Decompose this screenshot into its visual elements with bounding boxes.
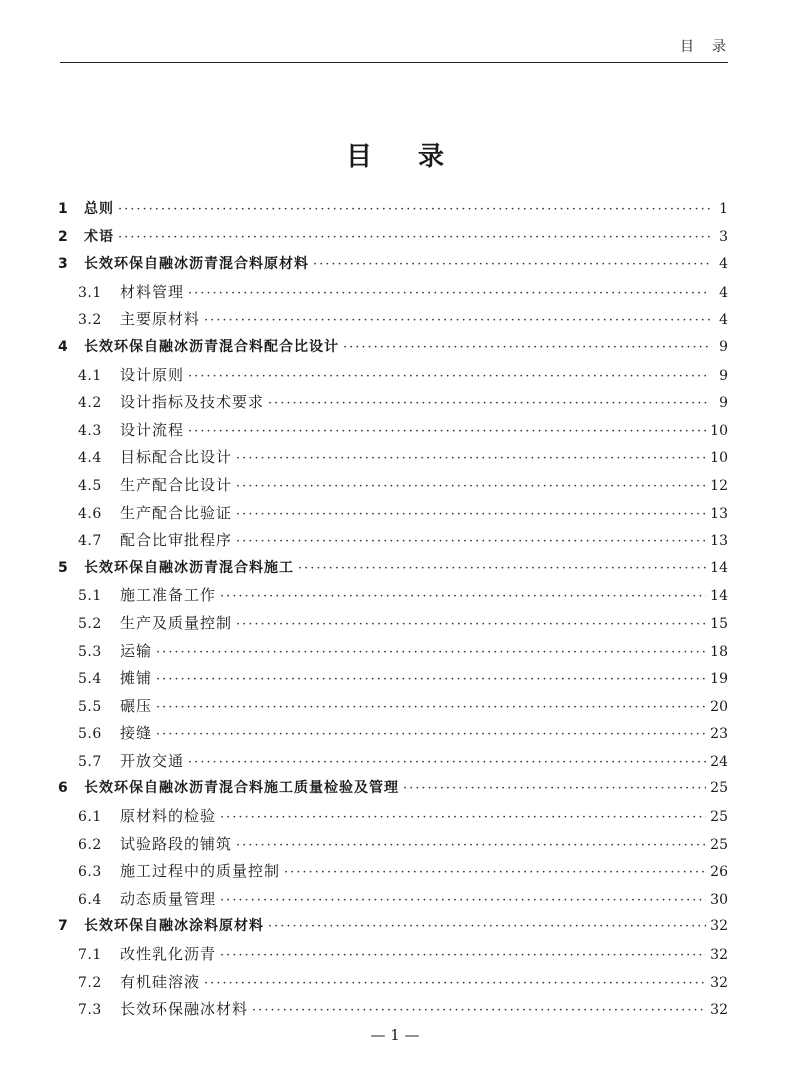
- toc-entry-number: 4.1: [78, 367, 102, 384]
- toc-dot-leader: [403, 775, 706, 803]
- toc-entry-number: 5.5: [78, 698, 102, 715]
- toc-entry-number: 6.3: [78, 864, 102, 881]
- toc-dot-leader: [268, 913, 706, 941]
- toc-dot-leader: [236, 832, 706, 860]
- toc-entry-number: 7.1: [78, 947, 102, 964]
- toc-chapter-entry[interactable]: [58, 913, 728, 941]
- toc-entry-number: 6.2: [78, 836, 102, 853]
- toc-entry-page: 25: [710, 780, 728, 797]
- page-title: 目录: [345, 142, 490, 172]
- toc-entry-title: 碾压: [120, 696, 153, 715]
- toc-entry-page: 19: [710, 671, 728, 688]
- toc-entry-number: 4.7: [78, 533, 102, 550]
- toc-entry-number: 6.4: [78, 891, 102, 908]
- toc-entry-page: 25: [710, 809, 728, 826]
- toc-entry-title: 主要原材料: [120, 310, 201, 329]
- toc-section-entry[interactable]: [58, 279, 728, 307]
- toc-entry-title: 设计指标及技术要求: [120, 393, 265, 412]
- toc-entry-number: 1: [58, 201, 68, 217]
- toc-chapter-entry[interactable]: [58, 251, 728, 279]
- toc-section-entry[interactable]: [58, 858, 728, 886]
- toc-entry-page: 26: [710, 864, 728, 881]
- toc-dot-leader: [220, 583, 706, 611]
- toc-entry-number: 3.1: [78, 284, 102, 301]
- toc-entry-title: 接缝: [120, 724, 153, 743]
- toc-entry-title: 设计流程: [120, 420, 185, 439]
- toc-entry-title: 配合比审批程序: [120, 531, 233, 550]
- toc-entry-title: 长效环保自融冰沥青混合料配合比设计: [84, 338, 339, 355]
- toc-entry-number: 4.4: [78, 450, 102, 467]
- toc-entry-number: 4.5: [78, 477, 102, 494]
- toc-section-entry[interactable]: [58, 417, 728, 445]
- toc-section-entry[interactable]: [58, 941, 728, 969]
- toc-entry-page: 14: [710, 559, 728, 576]
- toc-dot-leader: [252, 997, 706, 1025]
- toc-entry-title: 设计原则: [120, 365, 185, 384]
- toc-entry-title: 长效环保自融冰沥青混合料施工: [84, 559, 294, 576]
- toc-dot-leader: [204, 307, 710, 335]
- toc-section-entry[interactable]: [58, 610, 728, 638]
- toc-entry-page: 32: [710, 974, 728, 991]
- toc-entry-page: 13: [710, 533, 728, 550]
- toc-chapter-entry[interactable]: [58, 775, 728, 803]
- toc-entry-number: 5.4: [78, 671, 102, 688]
- toc-dot-leader: [118, 196, 710, 224]
- toc-section-entry[interactable]: [58, 693, 728, 721]
- toc-dot-leader: [236, 473, 706, 501]
- running-header-title: 目录: [680, 39, 744, 55]
- toc-entry-number: 3.2: [78, 312, 102, 329]
- toc-entry-title: 长效环保自融冰涂料原材料: [84, 918, 264, 935]
- toc-dot-leader: [343, 334, 710, 362]
- toc-entry-page: 3: [719, 228, 728, 245]
- toc-entry-page: 30: [710, 891, 728, 908]
- toc-entry-page: 4: [719, 256, 728, 273]
- toc-entry-title: 目标配合比设计: [120, 448, 233, 467]
- toc-entry-number: 3: [58, 256, 68, 273]
- toc-entry-number: 4.3: [78, 422, 102, 439]
- toc-entry-title: 开放交通: [120, 751, 185, 770]
- toc-dot-leader: [156, 721, 706, 749]
- toc-dot-leader: [188, 280, 710, 308]
- toc-entry-number: 5.3: [78, 643, 102, 660]
- toc-entry-title: 长效环保自融冰沥青混合料施工质量检验及管理: [84, 780, 399, 797]
- toc-dot-leader: [284, 859, 706, 887]
- toc-section-entry[interactable]: [58, 306, 728, 334]
- toc-section-entry[interactable]: [58, 362, 728, 390]
- toc-dot-leader: [118, 224, 710, 252]
- toc-entry-number: 7.2: [78, 974, 102, 991]
- toc-entry-number: 6.1: [78, 809, 102, 826]
- toc-dot-leader: [236, 445, 706, 473]
- toc-entry-page: 10: [710, 450, 728, 467]
- toc-chapter-entry[interactable]: [58, 224, 728, 252]
- toc-section-entry[interactable]: [58, 389, 728, 417]
- toc-entry-number: 2: [58, 228, 68, 245]
- running-header: [0, 0, 790, 70]
- toc-entry-title: 材料管理: [120, 282, 185, 301]
- toc-chapter-entry[interactable]: [58, 196, 728, 224]
- toc-entry-number: 5: [58, 559, 68, 576]
- toc-entry-page: 20: [710, 698, 728, 715]
- toc-entry-title: 原材料的检验: [120, 807, 217, 826]
- toc-entry-number: 4.6: [78, 505, 102, 522]
- toc-section-entry[interactable]: [58, 527, 728, 555]
- toc-dot-leader: [220, 887, 706, 915]
- toc-entry-title: 施工准备工作: [120, 586, 217, 605]
- toc-entry-page: 15: [710, 615, 728, 632]
- toc-dot-leader: [236, 528, 706, 556]
- table-of-contents: [58, 196, 728, 1024]
- toc-entry-page: 14: [710, 588, 728, 605]
- toc-dot-leader: [236, 501, 706, 529]
- toc-entry-number: 5.6: [78, 726, 102, 743]
- toc-entry-title: 总则: [84, 201, 114, 217]
- toc-entry-page: 4: [719, 312, 728, 329]
- toc-entry-title: 摊铺: [120, 669, 153, 688]
- toc-entry-number: 6: [58, 780, 68, 797]
- toc-section-entry[interactable]: [58, 500, 728, 528]
- toc-entry-number: 5.7: [78, 753, 102, 770]
- toc-entry-title: 运输: [120, 641, 153, 660]
- toc-entry-page: 9: [719, 338, 728, 355]
- toc-entry-number: 7.3: [78, 1002, 102, 1019]
- toc-entry-page: 1: [719, 201, 728, 217]
- toc-chapter-entry[interactable]: [58, 555, 728, 583]
- header-rule: [60, 62, 728, 63]
- toc-dot-leader: [188, 363, 710, 391]
- toc-dot-leader: [156, 666, 706, 694]
- toc-entry-page: 13: [710, 505, 728, 522]
- toc-entry-number: 7: [58, 918, 68, 935]
- toc-entry-title: 改性乳化沥青: [120, 945, 217, 964]
- toc-dot-leader: [220, 942, 706, 970]
- toc-section-entry[interactable]: [58, 665, 728, 693]
- toc-entry-title: 施工过程中的质量控制: [120, 862, 281, 881]
- toc-entry-title: 术语: [84, 228, 114, 245]
- toc-entry-page: 24: [710, 753, 728, 770]
- toc-dot-leader: [268, 390, 710, 418]
- toc-dot-leader: [188, 749, 706, 777]
- toc-section-entry[interactable]: [58, 831, 728, 859]
- toc-entry-title: 长效环保自融冰沥青混合料原材料: [84, 256, 309, 273]
- toc-entry-page: 32: [710, 1002, 728, 1019]
- toc-section-entry[interactable]: [58, 803, 728, 831]
- toc-entry-title: 生产及质量控制: [120, 613, 233, 632]
- toc-entry-title: 生产配合比设计: [120, 475, 233, 494]
- toc-entry-page: 25: [710, 836, 728, 853]
- toc-dot-leader: [236, 611, 706, 639]
- toc-section-entry[interactable]: [58, 444, 728, 472]
- toc-section-entry[interactable]: [58, 638, 728, 666]
- toc-entry-page: 9: [719, 367, 728, 384]
- toc-dot-leader: [220, 804, 706, 832]
- toc-entry-page: 9: [719, 395, 728, 412]
- toc-entry-page: 23: [710, 726, 728, 743]
- toc-entry-title: 有机硅溶液: [120, 972, 201, 991]
- toc-entry-page: 12: [710, 477, 728, 494]
- toc-entry-page: 32: [710, 947, 728, 964]
- toc-section-entry[interactable]: [58, 582, 728, 610]
- toc-entry-number: 5.1: [78, 588, 102, 605]
- toc-section-entry[interactable]: [58, 996, 728, 1024]
- toc-section-entry[interactable]: [58, 886, 728, 914]
- toc-section-entry[interactable]: [58, 472, 728, 500]
- toc-entry-title: 生产配合比验证: [120, 503, 233, 522]
- toc-dot-leader: [156, 694, 706, 722]
- toc-section-entry[interactable]: [58, 748, 728, 776]
- toc-dot-leader: [156, 639, 706, 667]
- page-number: — 1 —: [370, 1026, 420, 1044]
- toc-dot-leader: [298, 555, 706, 583]
- toc-entry-title: 长效环保融冰材料: [120, 1000, 249, 1019]
- toc-dot-leader: [188, 418, 706, 446]
- toc-entry-page: 32: [710, 918, 728, 935]
- toc-entry-title: 动态质量管理: [120, 889, 217, 908]
- toc-entry-page: 4: [719, 284, 728, 301]
- toc-section-entry[interactable]: [58, 720, 728, 748]
- toc-entry-number: 5.2: [78, 615, 102, 632]
- toc-dot-leader: [204, 970, 706, 998]
- toc-entry-number: 4: [58, 338, 68, 355]
- toc-section-entry[interactable]: [58, 969, 728, 997]
- toc-entry-number: 4.2: [78, 395, 102, 412]
- toc-entry-page: 10: [710, 422, 728, 439]
- toc-entry-page: 18: [710, 643, 728, 660]
- toc-chapter-entry[interactable]: [58, 334, 728, 362]
- toc-dot-leader: [313, 251, 710, 279]
- toc-entry-title: 试验路段的铺筑: [120, 834, 233, 853]
